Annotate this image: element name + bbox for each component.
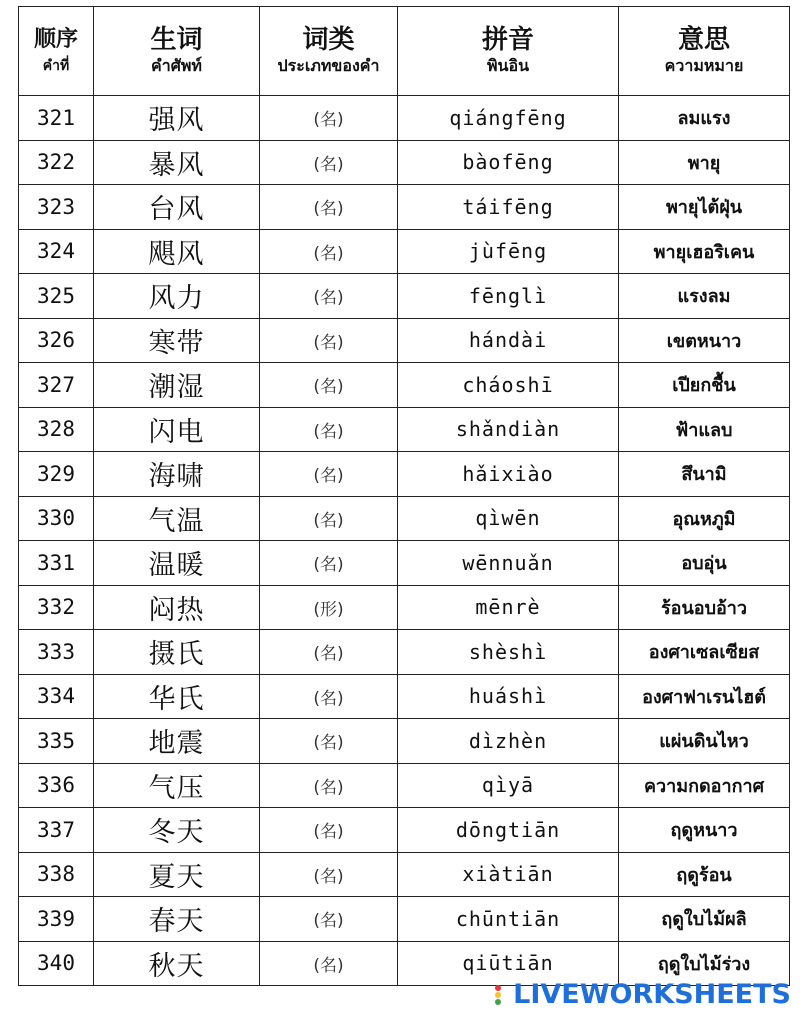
row-number: 337: [19, 808, 94, 853]
thai-meaning: ลมแรง: [619, 96, 790, 141]
part-of-speech: (名): [260, 541, 398, 586]
header-row: [19, 7, 790, 96]
header-no-th: คำที่: [42, 57, 70, 73]
thai-meaning: ฤดูใบไม้ผลิ: [619, 897, 790, 942]
part-of-speech: (名): [260, 318, 398, 363]
pinyin: qiūtiān: [398, 941, 619, 986]
chinese-word: 海啸: [94, 452, 260, 497]
row-number: 336: [19, 763, 94, 808]
logo-dot-red: [495, 985, 501, 991]
row-number: 321: [19, 96, 94, 141]
row-number: 327: [19, 363, 94, 408]
chinese-word: 潮湿: [94, 363, 260, 408]
pinyin: cháoshī: [398, 363, 619, 408]
chinese-word: 夏天: [94, 852, 260, 897]
header-pinyin-zh: 拼音: [481, 25, 534, 55]
thai-meaning: อบอุ่น: [619, 541, 790, 586]
table-row: [19, 674, 790, 719]
part-of-speech: (名): [260, 674, 398, 719]
part-of-speech: (名): [260, 941, 398, 986]
part-of-speech: (形): [260, 585, 398, 630]
row-number: 332: [19, 585, 94, 630]
part-of-speech: (名): [260, 363, 398, 408]
chinese-word: 冬天: [94, 808, 260, 853]
part-of-speech: (名): [260, 185, 398, 230]
part-of-speech: (名): [260, 96, 398, 141]
row-number: 324: [19, 229, 94, 274]
table-body: [19, 96, 790, 986]
row-number: 328: [19, 407, 94, 452]
part-of-speech: (名): [260, 452, 398, 497]
header-no: [19, 7, 94, 96]
thai-meaning: แผ่นดินไหว: [619, 719, 790, 764]
pinyin: táifēng: [398, 185, 619, 230]
part-of-speech: (名): [260, 496, 398, 541]
table-row: [19, 630, 790, 675]
thai-meaning: พายุไต้ฝุ่น: [619, 185, 790, 230]
header-meaning-zh: 意思: [677, 25, 730, 55]
chinese-word: 闷热: [94, 585, 260, 630]
chinese-word: 春天: [94, 897, 260, 942]
pinyin: qiángfēng: [398, 96, 619, 141]
pinyin: huáshì: [398, 674, 619, 719]
row-number: 326: [19, 318, 94, 363]
pinyin: dìzhèn: [398, 719, 619, 764]
header-pinyin: [398, 7, 619, 96]
row-number: 340: [19, 941, 94, 986]
table-row: [19, 274, 790, 319]
header-pos-th: ประเภทของคำ: [277, 58, 380, 75]
chinese-word: 暴风: [94, 140, 260, 185]
row-number: 338: [19, 852, 94, 897]
table-row: [19, 407, 790, 452]
row-number: 322: [19, 140, 94, 185]
thai-meaning: อุณหภูมิ: [619, 496, 790, 541]
pinyin: hándài: [398, 318, 619, 363]
header-pinyin-th: พินอิน: [486, 58, 530, 75]
pinyin: bàofēng: [398, 140, 619, 185]
table-row: [19, 808, 790, 853]
logo-dot-yellow: [495, 992, 501, 998]
table-row: [19, 852, 790, 897]
watermark-text: LIVEWORKSHEETS: [513, 979, 791, 1010]
pinyin: dōngtiān: [398, 808, 619, 853]
pinyin: hǎixiào: [398, 452, 619, 497]
table-row: [19, 318, 790, 363]
thai-meaning: เขตหนาว: [619, 318, 790, 363]
vocabulary-table: [18, 6, 790, 986]
table-row: [19, 452, 790, 497]
chinese-word: 摄氏: [94, 630, 260, 675]
chinese-word: 台风: [94, 185, 260, 230]
pinyin: wēnnuǎn: [398, 541, 619, 586]
pinyin: jùfēng: [398, 229, 619, 274]
part-of-speech: (名): [260, 719, 398, 764]
thai-meaning: องศาฟาเรนไฮต์: [619, 674, 790, 719]
table-row: [19, 496, 790, 541]
thai-meaning: ความกดอากาศ: [619, 763, 790, 808]
table-row: [19, 185, 790, 230]
chinese-word: 寒带: [94, 318, 260, 363]
thai-meaning: ร้อนอบอ้าว: [619, 585, 790, 630]
table-row: [19, 140, 790, 185]
thai-meaning: ฤดูใบไม้ร่วง: [619, 941, 790, 986]
table-row: [19, 897, 790, 942]
thai-meaning: พายุ: [619, 140, 790, 185]
table-row: [19, 763, 790, 808]
part-of-speech: (名): [260, 852, 398, 897]
part-of-speech: (名): [260, 630, 398, 675]
part-of-speech: (名): [260, 274, 398, 319]
thai-meaning: พายุเฮอริเคน: [619, 229, 790, 274]
thai-meaning: เปียกชื้น: [619, 363, 790, 408]
chinese-word: 气温: [94, 496, 260, 541]
pinyin: shǎndiàn: [398, 407, 619, 452]
thai-meaning: องศาเซลเซียส: [619, 630, 790, 675]
pinyin: qìwēn: [398, 496, 619, 541]
row-number: 329: [19, 452, 94, 497]
pinyin: chūntiān: [398, 897, 619, 942]
header-word-th: คำศัพท์: [151, 58, 202, 75]
thai-meaning: สึนามิ: [619, 452, 790, 497]
pinyin: mēnrè: [398, 585, 619, 630]
header-meaning: [619, 7, 790, 96]
table-header: [19, 7, 790, 96]
table-row: [19, 541, 790, 586]
thai-meaning: ฤดูร้อน: [619, 852, 790, 897]
chinese-word: 地震: [94, 719, 260, 764]
thai-meaning: ฤดูหนาว: [619, 808, 790, 853]
header-meaning-th: ความหมาย: [664, 58, 744, 75]
row-number: 339: [19, 897, 94, 942]
part-of-speech: (名): [260, 140, 398, 185]
chinese-word: 强风: [94, 96, 260, 141]
header-pos: [260, 7, 398, 96]
chinese-word: 温暖: [94, 541, 260, 586]
row-number: 323: [19, 185, 94, 230]
table-row: [19, 363, 790, 408]
chinese-word: 华氏: [94, 674, 260, 719]
pinyin: xiàtiān: [398, 852, 619, 897]
pinyin: fēnglì: [398, 274, 619, 319]
thai-meaning: ฟ้าแลบ: [619, 407, 790, 452]
thai-meaning: แรงลม: [619, 274, 790, 319]
table-row: [19, 229, 790, 274]
chinese-word: 闪电: [94, 407, 260, 452]
liveworksheets-logo-icon: [487, 983, 509, 1007]
header-pos-zh: 词类: [302, 25, 355, 55]
row-number: 331: [19, 541, 94, 586]
chinese-word: 秋天: [94, 941, 260, 986]
pinyin: shèshì: [398, 630, 619, 675]
part-of-speech: (名): [260, 763, 398, 808]
table-row: [19, 585, 790, 630]
liveworksheets-watermark: [487, 979, 791, 1010]
chinese-word: 风力: [94, 274, 260, 319]
row-number: 335: [19, 719, 94, 764]
table-row: [19, 96, 790, 141]
row-number: 333: [19, 630, 94, 675]
row-number: 334: [19, 674, 94, 719]
chinese-word: 飓风: [94, 229, 260, 274]
vocabulary-sheet: [18, 6, 789, 986]
row-number: 330: [19, 496, 94, 541]
logo-dot-green: [495, 999, 501, 1005]
part-of-speech: (名): [260, 229, 398, 274]
header-no-zh: 顺序: [33, 27, 78, 52]
part-of-speech: (名): [260, 897, 398, 942]
chinese-word: 气压: [94, 763, 260, 808]
row-number: 325: [19, 274, 94, 319]
header-word: [94, 7, 260, 96]
table-row: [19, 719, 790, 764]
header-word-zh: 生词: [150, 25, 203, 55]
pinyin: qìyā: [398, 763, 619, 808]
part-of-speech: (名): [260, 808, 398, 853]
part-of-speech: (名): [260, 407, 398, 452]
